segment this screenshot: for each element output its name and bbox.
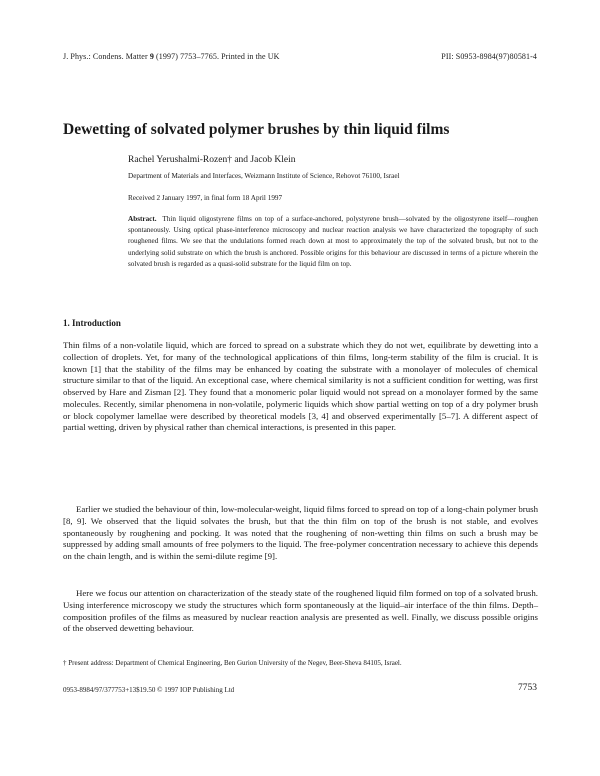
running-header-pii: PII: S0953-8984(97)80581-4 (441, 52, 537, 61)
journal-citation: J. Phys.: Condens. Matter (63, 52, 150, 61)
paragraph-1: Thin films of a non-volatile liquid, which are forced to spread on a substrate which they do not wet, equilibrate by dewetting into a collection of droplets. Yet, for many of the technological applications of thin films, long-term stability of the film is crucial. It is known [1] that the stability of the films may be enhanced by coating the substrate with a monolayer of molecules of chemical structure similar to that of the liquid. An exceptional case, where chemical similarity is not a sufficient condition for wetting, was first observed by Hare and Zisman [2]. They found that a monomeric polar liquid would not spread on a monolayer formed by the same molecules. Recently, similar phenomena in non-volatile, polymeric liquids which show partial wetting on top of a dry polymer brush or block copolymer lamellae were described by theoretical models [3, 4] and observed experimentally [5–7]. A different aspect of partial wetting, driven by physical rather than chemical interactions, is presented in this paper. (63, 340, 538, 433)
section-heading: 1. Introduction (63, 318, 121, 328)
journal-volume: 9 (149, 52, 154, 61)
abstract-label: Abstract. (128, 215, 157, 223)
affiliation: Department of Materials and Interfaces, Weizmann Institute of Science, Rehovot 76100, Israel (128, 172, 400, 180)
paragraph-2: Earlier we studied the behaviour of thin, low-molecular-weight, liquid films forced to spread on top of a long-chain polymer brush [8, 9]. We observed that the liquid solvates the brush, but that the thin film on top of the brush is not stable, and evolves spontaneously by roughening and pocking. It was noted that the roughening of non-wetting thin films on such a brush may be suppressed by adding small amounts of free polymers to the liquid. The free-polymer concentration necessary to achieve this depends on the chain length, and is within the semi-dilute regime [9]. (63, 504, 538, 561)
footnote: † Present address: Department of Chemical Engineering, Ben Gurion University of the Negev, Beer-Sheva 84105, Israel. (63, 659, 402, 667)
abstract-text: Thin liquid oligostyrene films on top of a surface-anchored, polystyrene brush—solvated by the oligostyrene itself—roughen spontaneously. Using optical phase-interference microscopy and nuclear reaction analysis we have characterized the topography of such roughened films. We see that the undulations formed reach down at most to approximately the top of the solvated brush, but not to the underlying solid substrate on which the brush is anchored. Possible origins for this behaviour are discussed in terms of a picture wherein the solvated brush is regarded as a quasi-solid substrate for the liquid film on top. (128, 215, 538, 268)
paper-title: Dewetting of solvated polymer brushes by thin liquid films (63, 121, 450, 138)
received-date: Received 2 January 1997, in final form 18 April 1997 (128, 194, 283, 202)
paragraph-3: Here we focus our attention on characterization of the steady state of the roughened liquid film formed on top of a solvated brush. Using interference microscopy we study the structures which form spontaneously at the liquid–air interface of the thin films. Depth–composition profiles of the films as measured by nuclear reaction analysis are presented as well. Finally, we discuss possible origins of the observed dewetting behaviour. (63, 588, 538, 634)
journal-pages: (1997) 7753–7765. Printed in the UK (153, 52, 280, 61)
page-number: 7753 (518, 683, 537, 693)
footer-copyright: 0953-8984/97/377753+13$19.50 © 1997 IOP Publishing Ltd (63, 686, 235, 694)
author-list: Rachel Yerushalmi-Rozen† and Jacob Klein (128, 155, 296, 165)
abstract (128, 214, 538, 270)
running-header-journal (63, 52, 280, 61)
